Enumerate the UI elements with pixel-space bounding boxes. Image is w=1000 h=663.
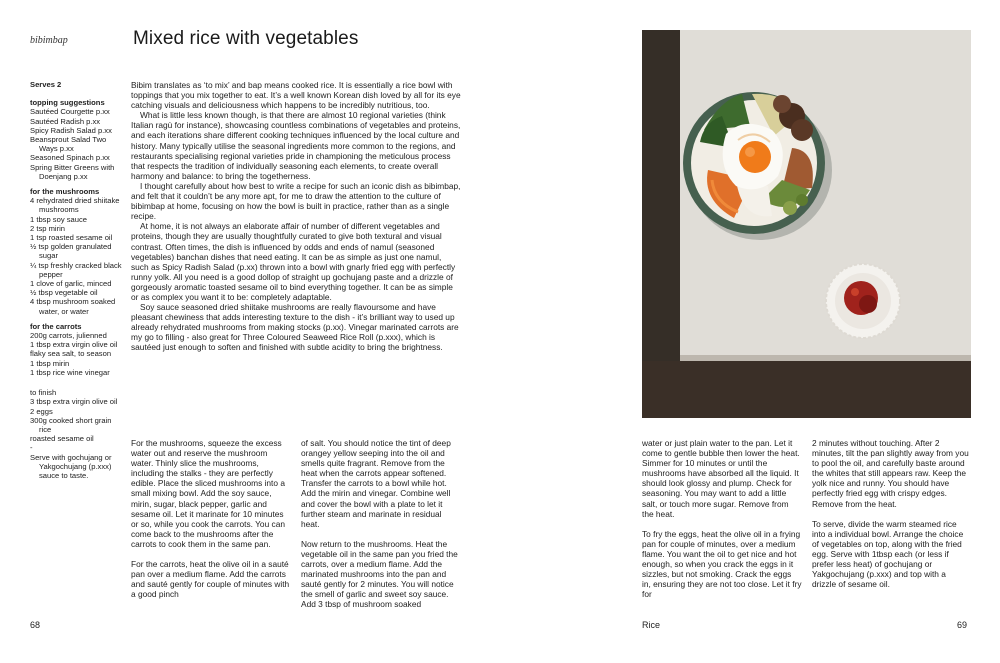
section-label: bibimbap [30,35,68,46]
list-item: to finish [30,388,57,398]
intro-paragraph: Bibim translates as ‘to mix’ and bap means cooked rice. It is essentially a rice bowl with toppings that you mix together to eat. It’s a well known Korean dish loved by all for its eye catching visuals and deliciousness which happens to be incredibly nutritious, too. [131,80,461,111]
method-column-1 [131,438,291,609]
method-paragraph: To serve, divide the warm steamed rice into a individual bowl. Arrange the choice of vegetables on top, along with the fried egg. Serve with 1tbsp each (or less if prefer less heat) of gochujang or Yakgochujang (p.xxx) and top with a drizzle of sesame oil. [812,518,964,590]
method-paragraph: water or just plain water to the pan. Let it come to gentle bubble then lower the heat. Simmer for 10 minutes or until the mushrooms have absorbed all the liquid. It should look glossy and plump. Check for seasoning. You may want to add a little salt, or touch more sugar. Remove from the heat. [642,438,800,519]
list-item: 1 tbsp soy sauce [30,214,87,224]
carrot-heading: for the carrots [30,321,82,331]
list-item: flaky sea salt, to season [30,349,112,359]
intro-paragraph: I thought carefully about how best to write a recipe for such an iconic dish as bibimbap, and felt that it couldn’t be any more apt, for me to draw the attention to the culture of bibimbap at home, focusing on how the bowl is built in practice, rather than as a single recipe. [131,180,461,222]
intro-paragraph: At home, it is not always an elaborate affair of number of different vegetables and proteins, though they are usually thoughtfully curated to give both textural and visual contrast. Often times, the dish is influenced by odds and ends of namul (seasoned vegetables) banchan dishes that need eating. It can be as simple as just one namul, such as Spicy Radish Salad (p.xx) thrown into a bowl with gnarly fried egg with perfectly runny yolk. All you need is a good dollop of straight up gochujang paste and a drizzle of gorgeously aromatic toasted sesame oil to bind everything together. It can be as simple or as complex you want it to be: completely adaptable. [131,221,456,302]
list-item: ½ tsp golden granulated sugar [30,242,112,261]
list-item: 1 tbsp rice wine vinegar [30,367,110,377]
list-item: Spring Bitter Greens with Doenjang p.xx [30,162,115,181]
list-item: ½ tbsp vegetable oil [30,288,98,298]
ingredients-sidebar [30,80,125,480]
method-paragraph: of salt. You should notice the tint of deep orangey yellow seeping into the oil and smells quite fragrant. Remove from the heat when the carrots appear softened. Transfer the carrots to a bowl while hot. Add the mirin and vinegar. Combine well and cover the bowl with a plate to let it further steam and marinate in residual heat. [301,438,451,529]
list-item: 1 tbsp mirin [30,358,70,368]
list-item: Beansprout Salad Two Ways p.xx [30,135,107,154]
page-number-left: 68 [30,620,41,630]
method-paragraph: For the mushrooms, squeeze the excess water out and reserve the mushroom water. Thinly slice the mushrooms, including the stalks - they are perfectly edible. Place the sliced mushrooms into a small mixing bowl. Add the soy sauce, mirin, sugar, black pepper, garlic and sesame oil. Let it marinate for 10 minutes or so, while you cook the carrots. You can come back to the mushrooms after the carrots to cook them in the same pan. [131,438,285,549]
bibimbap-photo [642,30,971,418]
list-item: 200g carrots, julienned [30,331,107,341]
method-column-2 [301,438,461,620]
list-item: 2 eggs [30,406,53,416]
footer-chapter-label: Rice [642,620,661,630]
list-item: Seasoned Spinach p.xx [30,153,110,163]
intro-paragraph: Soy sauce seasoned dried shiitake mushrooms are really flavoursome and have pleasant chewiness that adds interesting texture to the dish - it’s brilliant way to used up already rehydrated mushrooms from making stocks (p.xx). Vinegar marinated carrots are my go to filling - also great for Three Coloured Seaweed Rice Roll (p.xxx), which is sautéed just enough to soften and finished with subtle acidity to bring the brightness. [131,302,459,353]
method-column-4 [812,438,972,599]
intro-paragraph: What is little less known though, is that there are almost 10 regional varieties (think Italian ragù for instance), showcasing countless combinations of vegetables and proteins, and each iterations share different cooking techniques influenced by the local culture and history. Many typically utilise the seasonal ingredients more common to the regions, and restaurants specialising regional varieties pride in championing the meticulous process that respects the tradition of individually seasoning each elements, to create overall harmony and balance: to bring the togetherness. [131,110,461,181]
list-item: ¼ tsp freshly cracked black pepper [30,260,122,279]
list-item: 4 tbsp mushroom soaked water, or water [30,297,116,316]
method-paragraph: Now return to the mushrooms. Heat the vegetable oil in the same pan you fried the carrots, over a medium flame. Add the marinated mushrooms into the pan and sauté gently for 2 minutes. You will notice the smell of garlic and sweet soy sauce. Add 3 tbsp of mushroom soaked [301,538,458,610]
method-paragraph: To fry the eggs, heat the olive oil in a frying pan for couple of minutes, over a medium flame. You want the oil to get nice and hot enough, so when you crack the eggs in it sizzles, but not smoking. Crack the eggs in, ensuring they are not too close. Let it fry for [642,528,802,600]
method-column-3 [642,438,802,609]
list-item: roasted sesame oil [30,434,94,444]
topping-heading: topping suggestions [30,98,105,108]
mushroom-heading: for the mushrooms [30,187,100,197]
page-title: Mixed rice with vegetables [133,28,359,49]
list-item: 1 clove of garlic, minced [30,279,112,289]
list-item: 2 tsp mirin [30,223,66,233]
list-item: Serve with gochujang or Yakgochujang (p.xxx) sauce to taste. [30,452,112,480]
list-item: 3 tbsp extra virgin olive oil [30,397,118,407]
list-item: 1 tbsp extra virgin olive oil [30,340,118,350]
list-item: Sautéed Radish p.xx [30,116,101,126]
list-item: - [30,443,33,453]
list-item: 300g cooked short grain rice [30,415,112,434]
method-paragraph: For the carrots, heat the olive oil in a sauté pan over a medium flame. Add the carrots and sauté gently for couple of minutes with a good pinch [131,559,290,600]
method-paragraph: 2 minutes without touching. After 2 minutes, tilt the pan slightly away from you to pool the oil, and carefully baste around the whites that still appears raw. Keep the yolk nice and runny. You should have perfectly fried egg with crispy edges. Remove from the heat. [812,438,969,509]
list-item: 4 rehydrated dried shiitake mushrooms [30,196,120,215]
page-number-right: 69 [957,620,968,630]
list-item: Sautéed Courgette p.xx [30,107,110,117]
serves-label: Serves 2 [30,80,62,89]
list-item: Spicy Radish Salad p.xx [30,125,112,135]
intro-text [131,80,461,353]
list-item: 1 tsp roasted sesame oil [30,233,113,243]
